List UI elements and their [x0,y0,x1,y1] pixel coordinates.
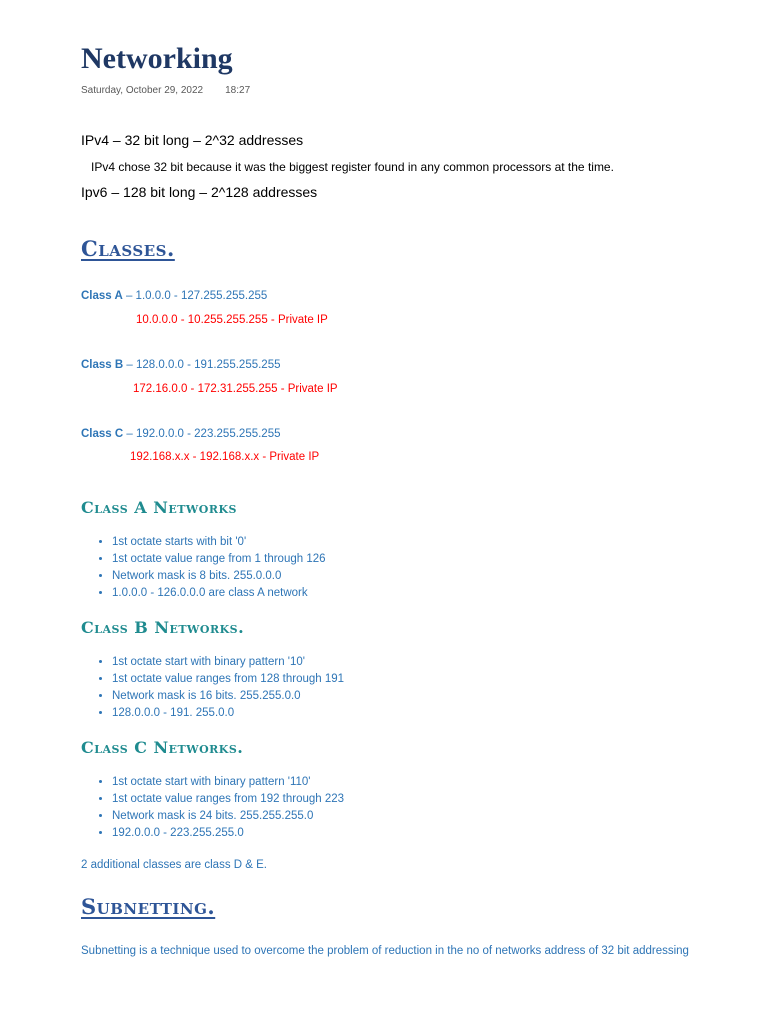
class-b-networks-heading: Class B Networks. [81,618,245,637]
list-item: • Network mask is 16 bits. 255.255.0.0 [112,688,344,705]
class-b-line [81,359,281,371]
list-item: • Network mask is 24 bits. 255.255.255.0 [112,808,344,825]
class-a-range: – 1.0.0.0 - 127.255.255.255 [122,290,268,302]
class-a-line [81,290,267,302]
class-c-range: – 192.0.0.0 - 223.255.255.255 [123,428,281,440]
page-time: 18:27 [225,85,251,96]
class-c-networks-list [96,774,344,842]
class-c-label: Class C [81,428,124,440]
classes-heading: Classes. [81,236,175,261]
class-b-label: Class B [81,359,124,371]
class-c-private: 192.168.x.x - 192.168.x.x - Private IP [130,451,320,463]
class-b-range: – 128.0.0.0 - 191.255.255.255 [123,359,281,371]
class-c-networks-heading: Class C Networks. [81,738,244,757]
page-title: Networking [81,42,233,75]
list-item: • 1st octate value range from 1 through 126 [112,551,326,568]
ipv4-line: IPv4 – 32 bit long – 2^32 addresses [81,132,304,148]
class-c-line [81,428,281,440]
class-b-networks-list [96,654,344,722]
class-b-private: 172.16.0.0 - 172.31.255.255 - Private IP [133,383,338,395]
class-a-networks-list [96,534,326,602]
list-item: • 192.0.0.0 - 223.255.255.0 [112,825,344,842]
subnetting-text: Subnetting is a technique used to overcome the problem of reduction in the no of networks address of 32 bit addressing [81,945,689,957]
additional-classes-note: 2 additional classes are class D & E. [81,859,268,871]
list-item: • 1st octate starts with bit '0' [112,534,326,551]
list-item: • Network mask is 8 bits. 255.0.0.0 [112,568,326,585]
page-date: Saturday, October 29, 2022 [81,85,204,96]
page-meta [81,85,250,96]
class-a-networks-heading: Class A Networks [81,498,237,517]
class-a-private: 10.0.0.0 - 10.255.255.255 - Private IP [136,314,328,326]
subnetting-heading: Subnetting. [81,894,216,919]
list-item: • 1.0.0.0 - 126.0.0.0 are class A network [112,585,326,602]
class-a-label: Class A [81,290,123,302]
ipv4-note: IPv4 chose 32 bit because it was the biggest register found in any common processors at the time. [91,160,614,174]
list-item: • 1st octate value ranges from 128 through 191 [112,671,344,688]
list-item: • 1st octate value ranges from 192 through 223 [112,791,344,808]
list-item: • 128.0.0.0 - 191. 255.0.0 [112,705,344,722]
ipv6-line: Ipv6 – 128 bit long – 2^128 addresses [81,184,318,200]
list-item: • 1st octate start with binary pattern '10' [112,654,344,671]
list-item: • 1st octate start with binary pattern '110' [112,774,344,791]
